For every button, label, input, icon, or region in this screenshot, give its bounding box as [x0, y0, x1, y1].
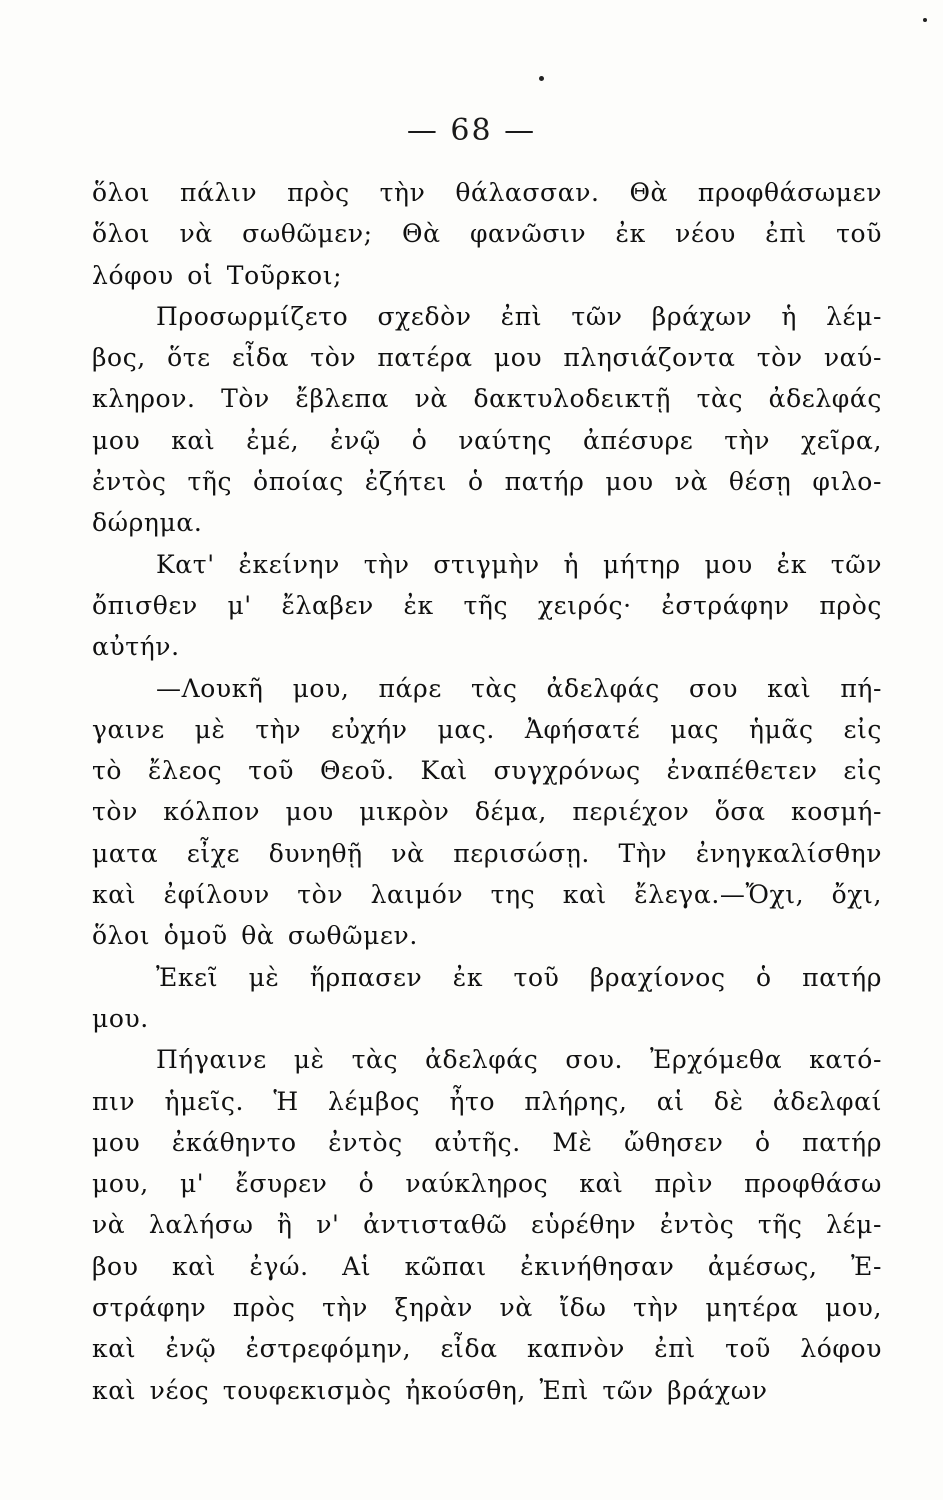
text-line: δώρημα.: [92, 508, 203, 538]
text-line: βος, ὅτε εἶδα τὸν πατέρα μου πλησιάζοντα τὸν ναύ-: [92, 343, 882, 373]
text-line: γαινε μὲ τὴν εὐχήν μας. Ἀφήσατέ μας ἡμᾶς εἰς: [92, 714, 882, 744]
text-line: τὸν κόλπον μου μικρὸν δέμα, περιέχον ὅσα κοσμή-: [92, 797, 882, 827]
text-line: ματα εἶχε δυνηθῇ νὰ περισώσῃ. Τὴν ἐνηγκαλίσθην: [92, 838, 882, 868]
text-line: καὶ ἐνῷ ἐστρεφόμην, εἶδα καπνὸν ἐπὶ τοῦ λόφου: [92, 1334, 882, 1364]
text-line: αὐτήν.: [92, 632, 180, 662]
paragraph: [92, 544, 882, 668]
text-line: πιν ἡμεῖς. Ἡ λέμβος ἦτο πλήρης, αἱ δὲ ἀδελφαί: [92, 1086, 882, 1116]
text-line: λόφου οἱ Τοῦρκοι;: [92, 260, 343, 290]
text-line: καὶ νέος τουφεκισμὸς ἠκούσθη, Ἐπὶ τῶν βράχων: [92, 1375, 768, 1405]
text-line: κληρον. Τὸν ἔβλεπα νὰ δακτυλοδεικτῇ τὰς ἀδελφάς: [92, 384, 882, 414]
text-line: Ἐκεῖ μὲ ἥρπασεν ἐκ τοῦ βραχίονος ὁ πατήρ: [156, 962, 882, 992]
text-line: —Λουκῆ μου, πάρε τὰς ἀδελφάς σου καὶ πή-: [156, 673, 882, 703]
text-line: βου καὶ ἐγώ. Αἱ κῶπαι ἐκινήθησαν ἀμέσως, Ἐ-: [92, 1251, 882, 1281]
text-line: ὄπισθεν μ' ἔλαβεν ἐκ τῆς χειρός· ἐστράφην πρὸς: [92, 590, 882, 620]
text-line: μου καὶ ἐμέ, ἐνῷ ὁ ναύτης ἀπέσυρε τὴν χεῖρα,: [92, 425, 882, 455]
ink-speck: [539, 76, 544, 81]
page-number: — 68 —: [406, 113, 537, 148]
text-line: νὰ λαλήσω ἢ ν' ἀντισταθῶ εὑρέθην ἐντὸς τῆς λέμ-: [92, 1210, 882, 1240]
paragraph: [92, 296, 882, 544]
text-line: Κατ' ἐκείνην τὴν στιγμὴν ἡ μήτηρ μου ἐκ τῶν: [156, 549, 882, 579]
text-line: τὸ ἔλεος τοῦ Θεοῦ. Καὶ συγχρόνως ἐναπέθετεν εἰς: [92, 756, 882, 786]
text-line: Πήγαινε μὲ τὰς ἀδελφάς σου. Ἐρχόμεθα κατό-: [156, 1045, 882, 1075]
text-line: στράφην πρὸς τὴν ξηρὰν νὰ ἴδω τὴν μητέρα μου,: [92, 1293, 882, 1323]
body-text: [92, 172, 882, 1411]
text-line: ὅλοι νὰ σωθῶμεν; Θὰ φανῶσιν ἐκ νέου ἐπὶ τοῦ: [92, 219, 882, 249]
text-line: Προσωρμίζετο σχεδὸν ἐπὶ τῶν βράχων ἡ λέμ-: [156, 301, 882, 331]
text-line: ὅλοι πάλιν πρὸς τὴν θάλασσαν. Θὰ προφθάσωμεν: [92, 178, 882, 207]
text-line: μου, μ' ἔσυρεν ὁ ναύκληρος καὶ πρὶν προφθάσω: [92, 1169, 882, 1199]
text-line: μου.: [92, 1003, 149, 1033]
text-line: ὅλοι ὁμοῦ θὰ σωθῶμεν.: [92, 921, 418, 951]
paragraph: [92, 668, 882, 957]
text-line: καὶ ἐφίλουν τὸν λαιμόν της καὶ ἔλεγα.—Ὄχι, ὄχι,: [92, 880, 882, 910]
paragraph: [92, 172, 882, 296]
paragraph: [92, 957, 882, 1040]
ink-speck: [923, 18, 927, 22]
paragraph: [92, 1039, 882, 1411]
text-line: μου ἐκάθηντο ἐντὸς αὐτῆς. Μὲ ὤθησεν ὁ πατήρ: [92, 1127, 882, 1157]
text-line: ἐντὸς τῆς ὁποίας ἐζήτει ὁ πατήρ μου νὰ θέσῃ φιλο-: [92, 467, 882, 497]
